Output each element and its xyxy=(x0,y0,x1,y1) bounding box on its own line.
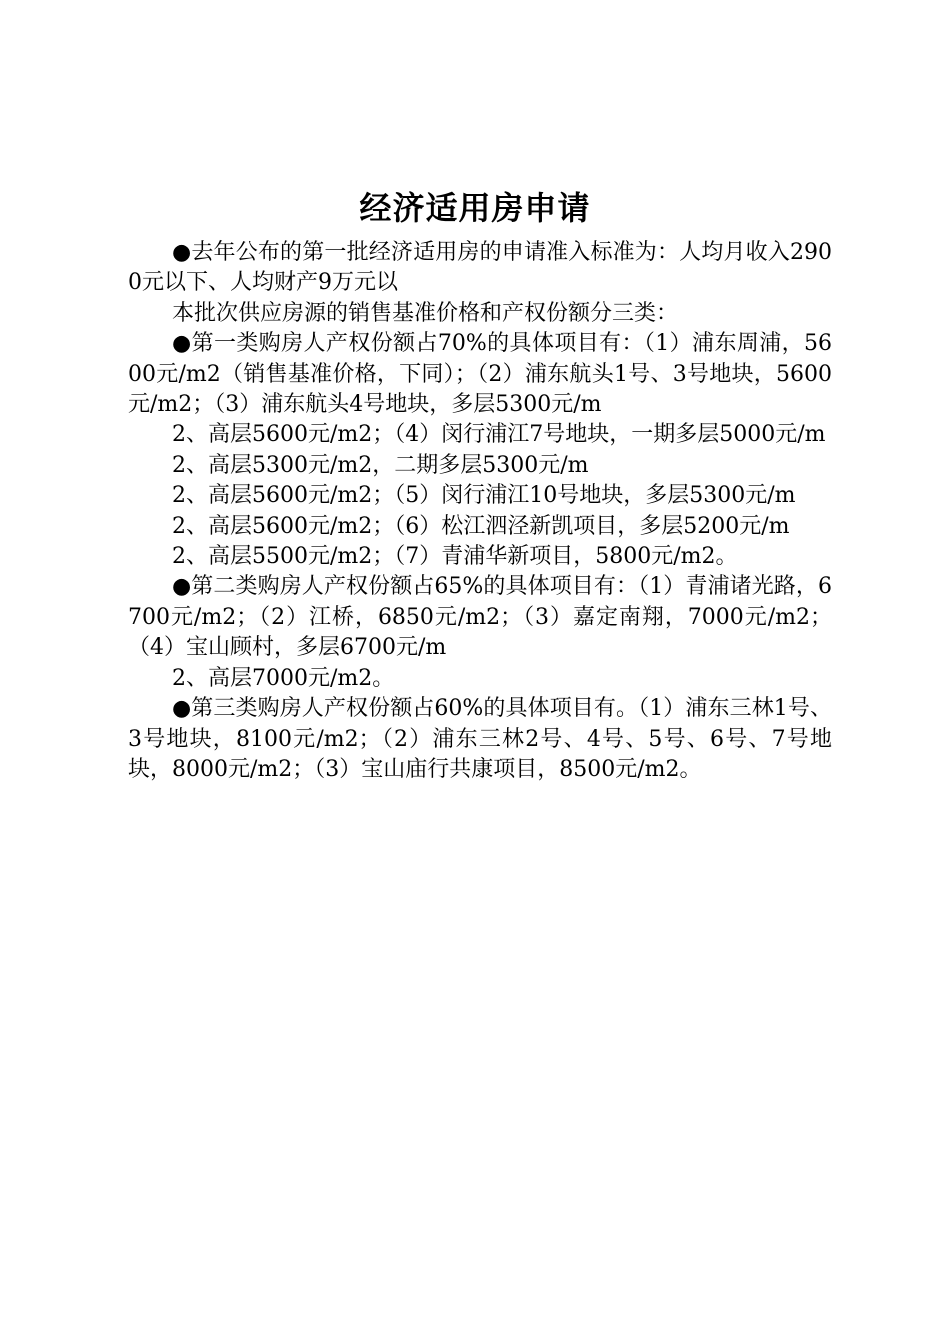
paragraph-category-one-cont-3: 2、高层5600元/m2；（5）闵行浦江10号地块，多层5300元/m xyxy=(172,483,796,509)
paragraph-admission-criteria: ●去年公布的第一批经济适用房的申请准入标准为：人均月收入2900元以下、人均财产9万元以 xyxy=(128,240,832,296)
paragraph-category-one-cont-4: 2、高层5600元/m2；（6）松江泗泾新凯项目，多层5200元/m xyxy=(172,513,790,539)
paragraph-category-one-cont-2: 2、高层5300元/m2，二期多层5300元/m xyxy=(172,452,589,478)
paragraph-category-one: ●第一类购房人产权份额占70%的具体项目有：（1）浦东周浦，5600元/m2（销售基准价格，下同）；（2）浦东航头1号、3号地块，5600元/m2；（3）浦东航头4号地块，多层5300元/m xyxy=(128,331,832,418)
document-title: 经济适用房申请 xyxy=(359,189,591,227)
paragraph-category-two-cont: 2、高层7000元/m2。 xyxy=(172,665,395,691)
document-body xyxy=(128,238,832,785)
paragraph-price-intro: 本批次供应房源的销售基准价格和产权份额分三类： xyxy=(172,300,679,326)
paragraph-category-one-cont-1: 2、高层5600元/m2；（4）闵行浦江7号地块，一期多层5000元/m xyxy=(172,422,826,448)
paragraph-category-three: ●第三类购房人产权份额占60%的具体项目有。（1）浦东三林1号、3号地块，8100元/m2；（2）浦东三林2号、4号、5号、6号、7号地块，8000元/m2；（3）宝山庙行共康项目，8500元/m2。 xyxy=(128,696,832,782)
paragraph-category-one-cont-5: 2、高层5500元/m2；（7）青浦华新项目，5800元/m2。 xyxy=(172,544,738,570)
paragraph-category-two: ●第二类购房人产权份额占65%的具体项目有：（1）青浦诸光路，6700元/m2；（2）江桥，6850元/m2；（3）嘉定南翔，7000元/m2；（4）宝山顾村，多层6700元/m xyxy=(128,574,832,661)
